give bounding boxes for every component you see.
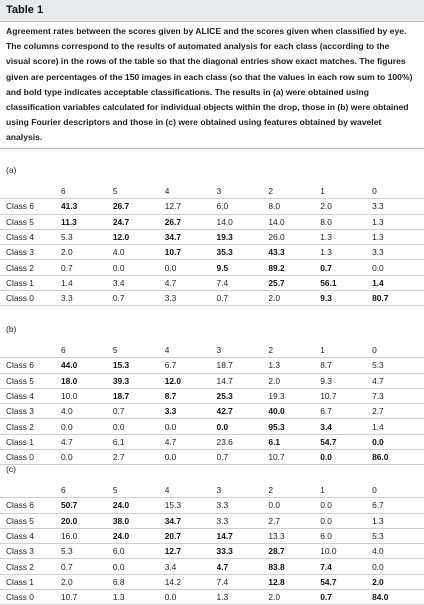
table-cell: 80.7 [372, 291, 424, 306]
column-header: 3 [217, 184, 269, 199]
row-header: Class 6 [0, 498, 61, 513]
table-row [0, 275, 424, 290]
row-header: Class 5 [0, 373, 61, 388]
table-cell: 1.3 [372, 214, 424, 229]
table-cell: 10.7 [320, 388, 372, 403]
column-header: 1 [320, 343, 372, 358]
table-cell: 0.0 [320, 498, 372, 513]
table-cell: 10.7 [268, 450, 320, 465]
agreement-table-b [0, 343, 424, 465]
row-header: Class 1 [0, 275, 61, 290]
column-header: 5 [113, 483, 165, 498]
row-header: Class 1 [0, 434, 61, 449]
table-cell: 4.7 [372, 373, 424, 388]
table-cell: 6.0 [113, 544, 165, 559]
table-cell: 42.7 [217, 404, 269, 419]
table-cell: 7.3 [372, 388, 424, 403]
table-cell: 25.7 [268, 275, 320, 290]
table-cell: 1.3 [113, 590, 165, 605]
table-cell: 15.3 [165, 498, 217, 513]
table-cell: 2.0 [268, 291, 320, 306]
table-cell: 3.4 [165, 559, 217, 574]
table-cell: 0.7 [113, 404, 165, 419]
table-cell: 56.1 [320, 275, 372, 290]
table-cell: 54.7 [320, 574, 372, 589]
table-cell: 0.7 [320, 260, 372, 275]
table-cell: 34.7 [165, 229, 217, 244]
column-header: 2 [268, 483, 320, 498]
table-cell: 33.3 [217, 544, 269, 559]
table-cell: 3.4 [320, 419, 372, 434]
table-cell: 14.7 [217, 528, 269, 543]
table-cell: 8.0 [320, 214, 372, 229]
table-cell: 12.8 [268, 574, 320, 589]
table-cell: 12.7 [165, 544, 217, 559]
table-cell: 86.0 [372, 450, 424, 465]
table-cell: 3.3 [217, 498, 269, 513]
table-cell: 2.0 [320, 199, 372, 214]
table-cell: 12.7 [165, 199, 217, 214]
table-cell: 9.3 [320, 373, 372, 388]
row-header: Class 4 [0, 388, 61, 403]
table-cell: 4.7 [165, 275, 217, 290]
table-cell: 4.0 [113, 245, 165, 260]
table-cell: 0.0 [165, 450, 217, 465]
column-header: 5 [113, 184, 165, 199]
column-header: 2 [268, 343, 320, 358]
table-cell: 0.0 [320, 513, 372, 528]
section-label-b: (b) [6, 324, 17, 334]
table-cell: 4.7 [61, 434, 113, 449]
table-cell: 7.4 [217, 574, 269, 589]
table-cell: 2.0 [61, 574, 113, 589]
table-cell: 6.0 [217, 199, 269, 214]
table-cell: 1.3 [372, 229, 424, 244]
agreement-table-a [0, 184, 424, 306]
row-header: Class 1 [0, 574, 61, 589]
table-row [0, 214, 424, 229]
table-cell: 26.7 [165, 214, 217, 229]
row-header: Class 5 [0, 214, 61, 229]
table-cell: 1.4 [372, 275, 424, 290]
table-row [0, 544, 424, 559]
table-cell: 39.3 [113, 373, 165, 388]
table-cell: 6.1 [268, 434, 320, 449]
column-header: 2 [268, 184, 320, 199]
table-cell: 26.7 [113, 199, 165, 214]
table-cell: 0.0 [320, 450, 372, 465]
table-caption: Agreement rates between the scores given by ALICE and the scores given when classified by eye. The columns correspond to the results of automated analysis for each class (according to the visual score) in the rows of the table so that the diagonal entries show exact matches. The figures given are percentages of the 150 images in each class (so that the values in each row sum to 100%) and bold type indicates acceptable classifications. The results in (a) were obtained using classification variables calculated for individual objects within the drop, those in (b) were obtained using Fourier descriptors and those in (c) were obtained using features obtained by wavelet analysis. [6, 26, 413, 143]
table-cell: 3.3 [372, 245, 424, 260]
table-cell: 0.0 [61, 419, 113, 434]
table-cell: 12.0 [165, 373, 217, 388]
table-cell: 84.0 [372, 590, 424, 605]
corner-cell [0, 184, 61, 199]
row-header: Class 4 [0, 528, 61, 543]
table-row [0, 528, 424, 543]
table-cell: 7.4 [320, 559, 372, 574]
table-cell: 12.0 [113, 229, 165, 244]
column-header: 0 [372, 343, 424, 358]
row-header: Class 3 [0, 404, 61, 419]
table-cell: 19.3 [217, 229, 269, 244]
table-cell: 1.3 [320, 245, 372, 260]
corner-cell [0, 343, 61, 358]
column-header: 6 [61, 343, 113, 358]
table-cell: 0.0 [372, 434, 424, 449]
table-cell: 5.3 [61, 544, 113, 559]
table-cell: 0.0 [61, 450, 113, 465]
table-cell: 18.7 [113, 388, 165, 403]
table-cell: 2.0 [268, 590, 320, 605]
table-cell: 10.0 [61, 388, 113, 403]
column-header: 4 [165, 483, 217, 498]
table-cell: 3.4 [113, 275, 165, 290]
table-cell: 0.0 [372, 260, 424, 275]
corner-cell [0, 483, 61, 498]
table-cell: 7.4 [217, 275, 269, 290]
table-cell: 0.0 [165, 419, 217, 434]
row-header: Class 3 [0, 544, 61, 559]
table-cell: 3.3 [61, 291, 113, 306]
table-cell: 0.0 [165, 260, 217, 275]
table-row [0, 260, 424, 275]
table-cell: 20.7 [165, 528, 217, 543]
table-cell: 4.0 [61, 404, 113, 419]
section-label-c: (c) [6, 464, 16, 474]
table-cell: 6.7 [372, 498, 424, 513]
table-cell: 34.7 [165, 513, 217, 528]
header-row [0, 184, 424, 199]
table-cell: 10.7 [61, 590, 113, 605]
table-row [0, 574, 424, 589]
table-cell: 44.0 [61, 358, 113, 373]
table-cell: 83.8 [268, 559, 320, 574]
table-cell: 3.3 [165, 291, 217, 306]
column-header: 6 [61, 483, 113, 498]
table-cell: 6.7 [320, 404, 372, 419]
table-cell: 18.7 [217, 358, 269, 373]
table-row [0, 373, 424, 388]
table-cell: 5.3 [372, 528, 424, 543]
table-cell: 0.7 [113, 291, 165, 306]
table-row [0, 419, 424, 434]
table-cell: 1.3 [268, 358, 320, 373]
table-cell: 3.3 [217, 513, 269, 528]
table-cell: 6.1 [113, 434, 165, 449]
table-cell: 23.6 [217, 434, 269, 449]
table-cell: 0.0 [113, 419, 165, 434]
agreement-table-c [0, 483, 424, 605]
table-cell: 19.3 [268, 388, 320, 403]
table-cell: 9.5 [217, 260, 269, 275]
table-cell: 0.0 [165, 590, 217, 605]
table-row [0, 229, 424, 244]
divider [0, 148, 424, 149]
table-cell: 8.7 [320, 358, 372, 373]
header-row [0, 343, 424, 358]
table-cell: 95.3 [268, 419, 320, 434]
table-cell: 6.0 [320, 528, 372, 543]
row-header: Class 2 [0, 260, 61, 275]
table-row [0, 450, 424, 465]
table-row [0, 498, 424, 513]
row-header: Class 4 [0, 229, 61, 244]
table-cell: 3.3 [165, 404, 217, 419]
table-cell: 1.3 [320, 229, 372, 244]
table-cell: 8.7 [165, 388, 217, 403]
table-cell: 0.0 [113, 260, 165, 275]
table-cell: 0.7 [320, 590, 372, 605]
table-cell: 6.7 [165, 358, 217, 373]
table-cell: 54.7 [320, 434, 372, 449]
table-cell: 2.0 [372, 574, 424, 589]
title-bar [0, 0, 424, 22]
table-title: Table 1 [6, 4, 44, 16]
table-row [0, 245, 424, 260]
table-cell: 0.7 [61, 559, 113, 574]
column-header: 3 [217, 483, 269, 498]
table-row [0, 199, 424, 214]
row-header: Class 2 [0, 419, 61, 434]
table-cell: 10.0 [320, 544, 372, 559]
table-cell: 14.0 [268, 214, 320, 229]
table-cell: 1.4 [61, 275, 113, 290]
table-row [0, 404, 424, 419]
table-cell: 0.7 [61, 260, 113, 275]
table-row [0, 434, 424, 449]
table-cell: 0.7 [217, 450, 269, 465]
table-cell: 4.7 [217, 559, 269, 574]
table-cell: 15.3 [113, 358, 165, 373]
column-header: 3 [217, 343, 269, 358]
table-cell: 0.7 [217, 291, 269, 306]
table-cell: 10.7 [165, 245, 217, 260]
table-cell: 4.0 [372, 544, 424, 559]
table-cell: 28.7 [268, 544, 320, 559]
column-header: 4 [165, 184, 217, 199]
table-cell: 43.3 [268, 245, 320, 260]
table-cell: 0.0 [113, 559, 165, 574]
table-cell: 89.2 [268, 260, 320, 275]
table-cell: 2.7 [268, 513, 320, 528]
table-row [0, 358, 424, 373]
table-cell: 38.0 [113, 513, 165, 528]
table-cell: 50.7 [61, 498, 113, 513]
table-cell: 18.0 [61, 373, 113, 388]
table-cell: 11.3 [61, 214, 113, 229]
column-header: 4 [165, 343, 217, 358]
section-label-a: (a) [6, 165, 17, 175]
table-cell: 2.7 [113, 450, 165, 465]
column-header: 1 [320, 483, 372, 498]
table-cell: 20.0 [61, 513, 113, 528]
row-header: Class 2 [0, 559, 61, 574]
column-header: 1 [320, 184, 372, 199]
table-cell: 41.3 [61, 199, 113, 214]
column-header: 0 [372, 184, 424, 199]
row-header: Class 5 [0, 513, 61, 528]
table-row [0, 291, 424, 306]
table-cell: 14.2 [165, 574, 217, 589]
table-row [0, 388, 424, 403]
row-header: Class 0 [0, 291, 61, 306]
table-cell: 6.8 [113, 574, 165, 589]
table-row [0, 590, 424, 605]
table-cell: 24.7 [113, 214, 165, 229]
table-cell: 3.3 [372, 199, 424, 214]
table-cell: 1.3 [372, 513, 424, 528]
table-cell: 25.3 [217, 388, 269, 403]
table-cell: 26.0 [268, 229, 320, 244]
column-header: 6 [61, 184, 113, 199]
table-cell: 14.7 [217, 373, 269, 388]
table-cell: 2.7 [372, 404, 424, 419]
table-row [0, 559, 424, 574]
table-cell: 8.0 [268, 199, 320, 214]
table-cell: 9.3 [320, 291, 372, 306]
table-cell: 2.0 [61, 245, 113, 260]
table-cell: 4.7 [165, 434, 217, 449]
table-cell: 1.4 [372, 419, 424, 434]
row-header: Class 6 [0, 358, 61, 373]
table-cell: 35.3 [217, 245, 269, 260]
table-cell: 1.3 [217, 590, 269, 605]
table-cell: 0.0 [268, 498, 320, 513]
header-row [0, 483, 424, 498]
row-header: Class 3 [0, 245, 61, 260]
column-header: 0 [372, 483, 424, 498]
row-header: Class 0 [0, 450, 61, 465]
row-header: Class 6 [0, 199, 61, 214]
table-cell: 40.0 [268, 404, 320, 419]
row-header: Class 0 [0, 590, 61, 605]
table-cell: 14.0 [217, 214, 269, 229]
table-cell: 5.3 [61, 229, 113, 244]
table-cell: 2.0 [268, 373, 320, 388]
column-header: 5 [113, 343, 165, 358]
table-cell: 5.3 [372, 358, 424, 373]
table-cell: 0.0 [372, 559, 424, 574]
table-cell: 24.0 [113, 528, 165, 543]
table-cell: 24.0 [113, 498, 165, 513]
table-cell: 16.0 [61, 528, 113, 543]
table-row [0, 513, 424, 528]
table-cell: 13.3 [268, 528, 320, 543]
table-cell: 0.0 [217, 419, 269, 434]
